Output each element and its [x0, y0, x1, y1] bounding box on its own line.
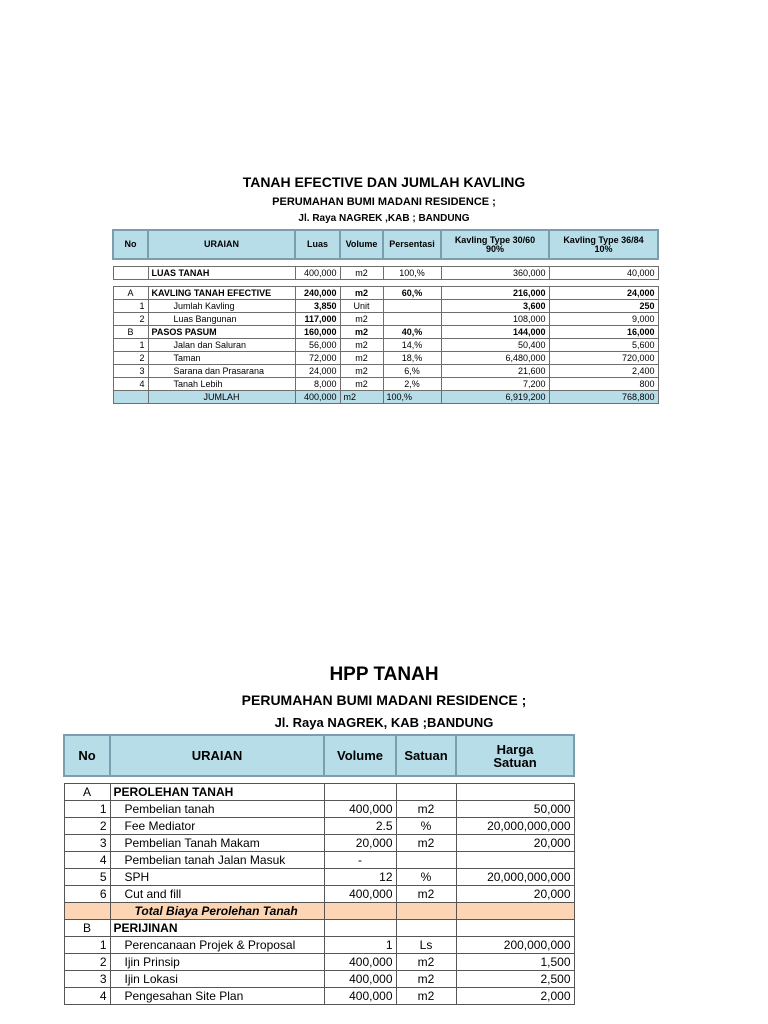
table-row [113, 352, 658, 365]
table-row [113, 300, 658, 313]
cell-persentasi: 18,% [383, 352, 441, 365]
cell-no: 4 [113, 378, 148, 391]
cell-no [64, 903, 110, 920]
cell-volume: m2 [340, 339, 383, 352]
table-row [64, 954, 574, 971]
cell-luas: 400,000 [295, 267, 340, 280]
cell-uraian: Jalan dan Saluran [148, 339, 295, 352]
cell-luas: 24,000 [295, 365, 340, 378]
cell-no: 2 [113, 352, 148, 365]
section-name: PEROLEHAN TANAH [110, 784, 324, 801]
cell-persentasi [383, 313, 441, 326]
table-row [64, 886, 574, 903]
cell-no: A [113, 287, 148, 300]
header-no: No [113, 230, 148, 259]
table-row [64, 835, 574, 852]
cell-volume [324, 784, 396, 801]
cell-type30: 360,000 [441, 267, 549, 280]
cell-persentasi: 14,% [383, 339, 441, 352]
cell-satuan: m2 [396, 801, 456, 818]
cell-satuan: m2 [396, 886, 456, 903]
cell-type30: 50,400 [441, 339, 549, 352]
cell-volume: m2 [340, 287, 383, 300]
cell-satuan: m2 [396, 988, 456, 1005]
header-volume: Volume [324, 735, 396, 776]
header-uraian: URAIAN [148, 230, 295, 259]
cell-volume [324, 920, 396, 937]
header-kavling-type-36-label: Kavling Type 36/84 [563, 234, 644, 245]
cell-type36: 16,000 [549, 326, 658, 339]
cell-no: B [113, 326, 148, 339]
cell-satuan: m2 [396, 835, 456, 852]
cell-satuan [396, 852, 456, 869]
cell-luas: 3,850 [295, 300, 340, 313]
cell-volume: m2 [340, 326, 383, 339]
cell-harga: 2,000 [456, 988, 574, 1005]
cell-uraian: Taman [148, 352, 295, 365]
cell-harga: 20,000,000,000 [456, 869, 574, 886]
cell-no: 1 [113, 300, 148, 313]
cell-uraian: Pembelian Tanah Makam [110, 835, 324, 852]
cell-uraian: Pengesahan Site Plan [110, 988, 324, 1005]
table-row [64, 818, 574, 835]
cell-satuan [396, 784, 456, 801]
cell-type36: 9,000 [549, 313, 658, 326]
cell-volume: m2 [340, 352, 383, 365]
header-harga-label: Harga [496, 741, 534, 757]
cell-volume: 2.5 [324, 818, 396, 835]
cell-type36: 2,400 [549, 365, 658, 378]
cell-luas: 72,000 [295, 352, 340, 365]
cell-no: 3 [113, 365, 148, 378]
table2-address: Jl. Raya NAGREK, KAB ;BANDUNG [274, 715, 494, 730]
cell-type30: 6,480,000 [441, 352, 549, 365]
cell-no: 1 [64, 937, 110, 954]
table-row [64, 988, 574, 1005]
table-row [64, 937, 574, 954]
header-kavling-type-30-share: 90% [485, 243, 504, 254]
cell-type30: 3,600 [441, 300, 549, 313]
cell-volume: 400,000 [324, 886, 396, 903]
cell-type30: 7,200 [441, 378, 549, 391]
cell-uraian: Sarana dan Prasarana [148, 365, 295, 378]
cell-harga: 200,000,000 [456, 937, 574, 954]
cell-uraian: Ijin Prinsip [110, 954, 324, 971]
cell-luas: 8,000 [295, 378, 340, 391]
cell-volume: 12 [324, 869, 396, 886]
cell-luas: 117,000 [295, 313, 340, 326]
cell-type30: 144,000 [441, 326, 549, 339]
cell-no [113, 267, 148, 280]
hpp-tanah-table [63, 734, 575, 1005]
cell-no: 4 [64, 852, 110, 869]
header-no: No [64, 735, 110, 776]
cell-no [113, 391, 148, 404]
table1-subtitle: PERUMAHAN BUMI MADANI RESIDENCE ; [272, 196, 496, 208]
cell-type36: 800 [549, 378, 658, 391]
table2-subtitle: PERUMAHAN BUMI MADANI RESIDENCE ; [241, 692, 527, 708]
cell-harga [456, 852, 574, 869]
cell-uraian: Ijin Lokasi [110, 971, 324, 988]
cell-type36: 720,000 [549, 352, 658, 365]
cell-volume: m2 [340, 378, 383, 391]
cell-harga [456, 903, 574, 920]
cell-volume: 20,000 [324, 835, 396, 852]
section-row [64, 920, 574, 937]
luas-tanah-row [113, 267, 658, 280]
total-row [113, 391, 658, 404]
cell-persentasi [383, 300, 441, 313]
cell-uraian: LUAS TANAH [148, 267, 295, 280]
cell-satuan [396, 903, 456, 920]
cell-persentasi: 6,% [383, 365, 441, 378]
cell-no: 1 [113, 339, 148, 352]
cell-volume: m2 [340, 391, 383, 404]
cell-type36: 250 [549, 300, 658, 313]
cell-luas: 56,000 [295, 339, 340, 352]
cell-harga [456, 784, 574, 801]
section-row [64, 784, 574, 801]
cell-harga: 20,000 [456, 835, 574, 852]
cell-luas: 400,000 [295, 391, 340, 404]
cell-satuan [396, 920, 456, 937]
cell-persentasi: 40,% [383, 326, 441, 339]
subtotal-label: Total Biaya Perolehan Tanah [110, 903, 324, 920]
cell-persentasi: 100,% [383, 267, 441, 280]
cell-persentasi: 2,% [383, 378, 441, 391]
cell-volume: 1 [324, 937, 396, 954]
cell-no: 3 [64, 971, 110, 988]
cell-no: 2 [64, 954, 110, 971]
cell-no: A [64, 784, 110, 801]
cell-type30: 216,000 [441, 287, 549, 300]
cell-volume: 400,000 [324, 954, 396, 971]
cell-no: 4 [64, 988, 110, 1005]
header-kavling-type-30-label: Kavling Type 30/60 [454, 234, 536, 245]
header-kavling-type-36 [549, 230, 658, 259]
header-kavling-type-36-share: 10% [594, 243, 613, 254]
cell-type30: 108,000 [441, 313, 549, 326]
section-name: PERIJINAN [110, 920, 324, 937]
cell-volume: 400,000 [324, 971, 396, 988]
table-row [113, 326, 658, 339]
cell-no: 2 [113, 313, 148, 326]
subtotal-row [64, 903, 574, 920]
cell-uraian: Perencanaan Projek & Proposal [110, 937, 324, 954]
cell-uraian: KAVLING TANAH EFECTIVE [148, 287, 295, 300]
cell-uraian: PASOS PASUM [148, 326, 295, 339]
cell-type30: 21,600 [441, 365, 549, 378]
cell-type30: 6,919,200 [441, 391, 549, 404]
table1-title: TANAH EFECTIVE DAN JUMLAH KAVLING [242, 174, 526, 190]
cell-uraian: Cut and fill [110, 886, 324, 903]
cell-volume: - [324, 852, 396, 869]
cell-uraian: Fee Mediator [110, 818, 324, 835]
table1-header-row [113, 230, 658, 259]
cell-volume: 400,000 [324, 988, 396, 1005]
cell-harga: 1,500 [456, 954, 574, 971]
cell-no: 1 [64, 801, 110, 818]
cell-volume: Unit [340, 300, 383, 313]
cell-uraian: JUMLAH [148, 391, 295, 404]
cell-harga: 50,000 [456, 801, 574, 818]
land-allocation-table [112, 229, 659, 404]
cell-volume: 400,000 [324, 801, 396, 818]
cell-volume: m2 [340, 365, 383, 378]
cell-uraian: Pembelian tanah Jalan Masuk [110, 852, 324, 869]
header-satuan: Satuan [396, 735, 456, 776]
cell-satuan: % [396, 869, 456, 886]
cell-type36: 768,800 [549, 391, 658, 404]
table-row [64, 801, 574, 818]
header-satuan-label: Satuan [493, 754, 537, 770]
cell-uraian: Luas Bangunan [148, 313, 295, 326]
cell-satuan: Ls [396, 937, 456, 954]
cell-type36: 24,000 [549, 287, 658, 300]
cell-uraian: Tanah Lebih [148, 378, 295, 391]
table-row [64, 869, 574, 886]
header-volume: Volume [340, 230, 383, 259]
cell-volume: m2 [340, 267, 383, 280]
cell-harga [456, 920, 574, 937]
table-row [113, 378, 658, 391]
cell-no: 6 [64, 886, 110, 903]
header-harga-satuan [456, 735, 574, 776]
cell-volume [324, 903, 396, 920]
table1-address: Jl. Raya NAGREK ,KAB ; BANDUNG [298, 213, 470, 224]
table-row [113, 339, 658, 352]
table-row [64, 971, 574, 988]
cell-persentasi: 100,% [383, 391, 441, 404]
cell-no: 3 [64, 835, 110, 852]
cell-uraian: Pembelian tanah [110, 801, 324, 818]
header-kavling-type-30 [441, 230, 549, 259]
table-row [113, 287, 658, 300]
header-persentasi: Persentasi [383, 230, 441, 259]
cell-harga: 20,000 [456, 886, 574, 903]
table-row [113, 313, 658, 326]
table-row [113, 365, 658, 378]
cell-no: B [64, 920, 110, 937]
cell-uraian: SPH [110, 869, 324, 886]
header-luas: Luas [295, 230, 340, 259]
cell-harga: 20,000,000,000 [456, 818, 574, 835]
table2-title: HPP TANAH [329, 664, 439, 685]
cell-uraian: Jumlah Kavling [148, 300, 295, 313]
cell-satuan: m2 [396, 971, 456, 988]
cell-no: 2 [64, 818, 110, 835]
cell-no: 5 [64, 869, 110, 886]
cell-luas: 240,000 [295, 287, 340, 300]
table-row [64, 852, 574, 869]
header-uraian: URAIAN [110, 735, 324, 776]
cell-volume: m2 [340, 313, 383, 326]
cell-satuan: m2 [396, 954, 456, 971]
cell-harga: 2,500 [456, 971, 574, 988]
cell-luas: 160,000 [295, 326, 340, 339]
cell-type36: 40,000 [549, 267, 658, 280]
table2-header-row [64, 735, 574, 776]
cell-satuan: % [396, 818, 456, 835]
cell-type36: 5,600 [549, 339, 658, 352]
cell-persentasi: 60,% [383, 287, 441, 300]
